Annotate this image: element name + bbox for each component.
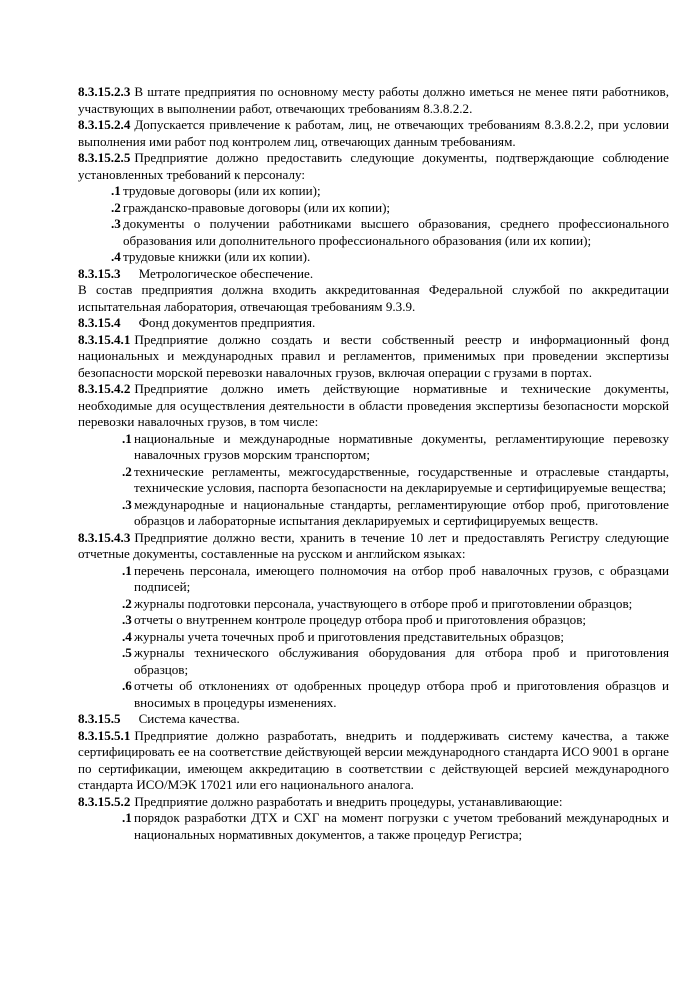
section-number: 8.3.15.2.5 <box>78 150 131 165</box>
section-number: 8.3.15.2.3 <box>78 84 131 99</box>
section-number: 8.3.15.4 <box>78 315 121 330</box>
item-text: трудовые договоры (или их копии); <box>123 183 321 198</box>
section-number: 8.3.15.4.1 <box>78 331 131 347</box>
item-text: трудовые книжки (или их копии). <box>123 249 311 264</box>
item-text: гражданско-правовые договоры (или их копии); <box>123 199 391 215</box>
item-number: .1 <box>111 183 121 198</box>
list-item <box>78 431 669 464</box>
section-number: 8.3.15.5.2 <box>78 793 131 809</box>
item-number: .1 <box>122 430 132 446</box>
item-text: перечень персонала, имеющего полномочия на отбор проб навалочных грузов, с образцами подписей; <box>134 562 669 594</box>
item-text: международные и национальные стандарты, регламентирующие отбор проб, приготовление образцов и лабораторные испытания декларируемых и сертифицируемых веществ. <box>134 496 669 528</box>
paragraph-text: Предприятие должно иметь действующие нормативные и технические документы, необходимые для осуществления деятельности в области проведения экспертизы безопасности морской перевозки навалочных грузов, в том числе: <box>78 381 669 429</box>
list-item <box>78 645 669 678</box>
section-number: 8.3.15.4.3 <box>78 529 131 545</box>
paragraph-8-3-15-5-1 <box>78 728 669 794</box>
list-item <box>78 810 669 843</box>
list-item <box>78 629 669 646</box>
list-item <box>78 183 669 200</box>
item-text: журналы подготовки персонала, участвующего в отборе проб и приготовлении образцов; <box>134 595 633 611</box>
item-number: .3 <box>122 496 132 512</box>
paragraph-text: Предприятие должно создать и вести собственный реестр и информационный фонд национальных и международных правил и регламентов, применимых при проведении экспертизы безопасности морской перевозки навалочных грузов, включая операции с грузами в портах. <box>78 331 669 380</box>
heading-8-3-15-4 <box>78 315 669 332</box>
list-item <box>78 216 669 249</box>
heading-text: Фонд документов предприятия. <box>138 315 316 330</box>
item-number: .2 <box>122 463 132 479</box>
list-item <box>78 563 669 596</box>
item-number: .4 <box>122 628 132 644</box>
item-number: .2 <box>111 199 121 215</box>
list-item <box>78 464 669 497</box>
paragraph-8-3-15-2-5 <box>78 150 669 183</box>
item-number: .3 <box>122 612 132 627</box>
paragraph-8-3-15-4-1 <box>78 332 669 382</box>
item-text: технические регламенты, межгосударственные, государственные и отраслевые стандарты, технические условия, паспорта безопасности на декларируемые и сертифицируемые вещества; <box>134 463 669 495</box>
item-number: .1 <box>122 562 132 578</box>
item-text: документы о получении работниками высшего образования, среднего профессионального образования или дополнительного профессионального образования (или их копии); <box>123 216 669 248</box>
item-number: .6 <box>122 678 132 693</box>
list-item <box>78 612 669 629</box>
item-number: .2 <box>122 595 132 611</box>
list-item <box>78 596 669 613</box>
section-number: 8.3.15.5.1 <box>78 727 131 743</box>
paragraph-text: В штате предприятия по основному месту работы должно иметься не менее пяти работников, участвующих в выполнении работ, отвечающих требованиям 8.3.8.2.2. <box>78 84 669 116</box>
item-text: отчеты о внутреннем контроле процедур отбора проб и приготовления образцов; <box>134 612 587 627</box>
section-number: 8.3.15.5 <box>78 711 121 726</box>
paragraph-8-3-15-2-3 <box>78 84 669 117</box>
list-item <box>78 200 669 217</box>
list-item <box>78 249 669 266</box>
list-item <box>78 678 669 711</box>
item-number: .1 <box>122 810 132 825</box>
paragraph-text: В состав предприятия должна входить аккредитованная Федеральной службой по аккредитации испытательная лаборатория, отвечающая требованиям 9.3.9. <box>78 282 669 314</box>
paragraph-8-3-15-2-4 <box>78 117 669 150</box>
item-text: национальные и международные нормативные документы, регламентирующие перевозку навалочных грузов морским транспортом; <box>134 430 669 462</box>
item-text: порядок разработки ДТХ и СХГ на момент погрузки с учетом требований международных и национальных нормативных документов, а также процедур Регистра; <box>134 810 669 842</box>
paragraph-text: Предприятие должно предоставить следующие документы, подтверждающие соблюдение установленных требований к персоналу: <box>78 150 669 182</box>
item-text: журналы технического обслуживания оборудования для отбора проб и приготовления образцов; <box>134 645 669 677</box>
section-number: 8.3.15.4.2 <box>78 381 131 396</box>
section-number: 8.3.15.3 <box>78 265 121 281</box>
heading-8-3-15-3 <box>78 266 669 283</box>
item-text: журналы учета точечных проб и приготовления представительных образцов; <box>134 628 565 644</box>
paragraph-8-3-15-5-2 <box>78 794 669 811</box>
heading-8-3-15-5 <box>78 711 669 728</box>
item-number: .3 <box>111 216 121 231</box>
paragraph-8-3-15-4-2 <box>78 381 669 431</box>
paragraph-text: Допускается привлечение к работам, лиц, не отвечающих требованиям 8.3.8.2.2, при условии выполнения ими работ под контролем лиц, отвечающих данным требованиям. <box>78 117 669 149</box>
item-number: .5 <box>122 645 132 660</box>
paragraph-8-3-15-4-3 <box>78 530 669 563</box>
plain-paragraph <box>78 282 669 315</box>
heading-text: Метрологическое обеспечение. <box>138 265 314 281</box>
list-item <box>78 497 669 530</box>
section-number: 8.3.15.2.4 <box>78 117 131 132</box>
paragraph-text: Предприятие должно вести, хранить в течение 10 лет и предоставлять Регистру следующие отчетные документы, составленные на русском и английском языках: <box>78 529 669 561</box>
paragraph-text: Предприятие должно разработать, внедрить и поддерживать систему качества, а также сертифицировать ее на соответствие действующей версии международного стандарта ИСО 9001 в органе по сертификации, имеющем аккредитацию в соответствии с действующей версией международного стандарта ИСО/МЭК 17021 или его национального аналога. <box>78 727 669 792</box>
item-number: .4 <box>111 249 121 264</box>
item-text: отчеты об отклонениях от одобренных процедур отбора проб и приготовления образцов и вносимых в процедуры изменениях. <box>134 678 669 710</box>
heading-text: Система качества. <box>138 711 240 726</box>
paragraph-text: Предприятие должно разработать и внедрить процедуры, устанавливающие: <box>134 793 563 809</box>
